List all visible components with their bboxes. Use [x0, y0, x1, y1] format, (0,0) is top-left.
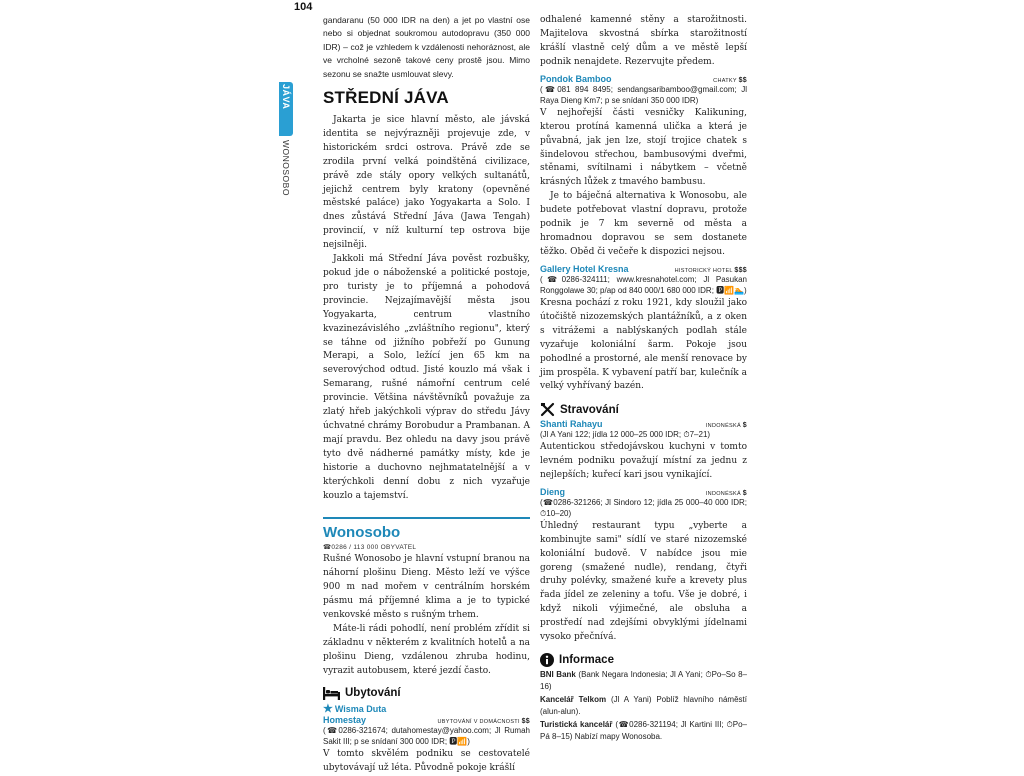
fork-knife-icon: [540, 402, 555, 417]
listing-name: Gallery Hotel Kresna: [540, 263, 629, 274]
info-telkom: [540, 694, 747, 717]
intro-paragraph: gandaranu (50 000 IDR na den) a jet po vlastní ose nebo si objednat soukromou autodopravu (350 000 IDR) – což je vzhledem k vzdálenosti nehoráznost, ale ve vrcholné sezoně takové ceny prostě jsou. Mimo sezonu se snažte usmlouvat slevy.: [323, 15, 530, 79]
listing-description: V tomto skvělém podniku se cestovatelé ubytovávají už léta. Původně pokoje krášlí: [323, 748, 530, 773]
info-tourist-name: Turistická kancelář: [540, 720, 613, 730]
listing-type: CHATKY $$: [713, 76, 747, 84]
listing-header: [540, 419, 747, 429]
listing-wisma-duta: [323, 702, 530, 776]
listing-pondok-bamboo: [540, 74, 747, 260]
price-level: $: [742, 422, 747, 430]
listing-header: [540, 487, 747, 497]
city-population: ☎0286 / 113 000 OBYVATEL: [323, 544, 417, 552]
listing-details: (☎0286-321266; Jl Sindoro 12; jídla 25 000–40 000 IDR; ⏱10–20): [540, 497, 747, 519]
listing-details: (☎0286-324111; www.kresnahotel.com; Jl Pasukan Ronggolawe 30; p/ap od 840 000/1 680 000 IDR; 🅿📶🏊): [540, 274, 747, 296]
listing-header: [540, 264, 747, 274]
city-heading: Wonosobo: [323, 517, 530, 541]
section-stravovani-label: Stravování: [560, 403, 619, 416]
listing-header: [540, 74, 747, 84]
listing-type: INDONÉSKÁ $: [705, 489, 747, 497]
listing-name-text: Wisma Duta: [334, 703, 387, 714]
listing-shanti-rahayu: [540, 419, 747, 482]
listing-description: Autentickou středojávskou kuchyni v tomto levném podniku považují místní za jednu z nejlepších; kuřecí kari jsou vynikající.: [540, 441, 747, 480]
price-level: $$$: [734, 266, 747, 274]
bed-icon: [323, 687, 340, 700]
info-tourist-office: [540, 719, 747, 742]
price-level: $$: [521, 717, 530, 725]
listing-description: Kresna pochází z roku 1921, kdy sloužil jako útočiště nizozemských plantážníků, a z oken s vitrážemi a nablýskaných podlah stále vyzařuje koloniální šarm. Pokoje jsou pohodlné a prostorné, ale menší renovace by jim prospěla. K vybavení patří bar, kulečník a velký vyhřívaný bazén.: [540, 297, 747, 392]
region-paragraph-1: Jakarta je sice hlavní město, ale jávská identita se nejvýrazněji projevuje zde, v historickém srdci ostrova. Právě zde se zrodila první velká poindštěná civilizace, právě zde stály opory velkých sultanátů, jejichž centrem byly kratony (opevněné městské paláce) jako Yogyakarta a Solo. I dnes zůstává Střední Jáva (Jawa Tengah) provincií, v níž kulturní tep ostrova bije nejsilněji.: [323, 115, 530, 251]
info-telkom-name: Kancelář Telkom: [540, 695, 607, 705]
region-paragraph-2: Jakkoli má Střední Jáva pověst rozbušky, pokud jde o náboženské a politické postoje, pro turisty je to příjemná a pohodová provincie. Nejzajímavější města jsou Yogyakarta, centrum vlastního kvazinezávislého „zvláštního regionu", který se táhne od jižního pobřeží po Gunung Merapi, a Solo, ležící jen 65 km na severovýchod odtud. Jisté kouzlo má však i Semarang, rušné námořní centrum celé provincie. Většina návštěvníků považuje za zlatý hřeb jakýchkoli výprav do středu Jávy úchvatné chrámy Borobudur a Prambanan. A mají pravdu. Bez ohledu na davy jsou právě tyto dvě nádherné památky místy, kde je historie a duchovno nejhmatatelnější a v kterýchkoli denní dobu z nich vyzařuje kouzlo a tajemství.: [323, 254, 530, 501]
listing-name: Shanti Rahayu: [540, 419, 603, 430]
info-tourist-text: (☎0286-321194; Jl Kartini III; ⏱Po–Pá 8–15) Nabízí mapy Wonosoba.: [540, 720, 747, 741]
listing-description: V nejhořejší části vesničky Kalikuning, kterou protíná kamenná ulička a která je půvabná, jak jen lze, stojí trojice chatek s šindelovou střechou, bambusovými dveřmi, stěnami, svítilnami i nábytkem – včetně krásných lůžek z tmavého bambusu.: [540, 107, 747, 188]
section-ubytovani-label: Ubytování: [345, 687, 401, 700]
listing-type: UBYTOVÁNÍ V DOMÁCNOSTI $$: [437, 717, 530, 725]
price-level: $$: [738, 76, 747, 84]
region-heading: STŘEDNÍ JÁVA: [323, 88, 449, 108]
info-bni: [540, 669, 747, 692]
listing-type: HISTORICKÝ HOTEL $$$: [674, 266, 747, 274]
listing-details: (☎081 894 8495; sendangsaribamboo@gmail.com; Jl Raya Dieng Km7; p se snídaní 350 000 IDR): [540, 84, 747, 106]
listing-gallery-hotel-kresna: [540, 264, 747, 395]
listing-name-line2: Homestay: [323, 714, 367, 725]
listing-details: (Jl A Yani 122; jídla 12 000–25 000 IDR; ⏱7–21): [540, 430, 711, 440]
listing-description-2: Je to báječná alternativa k Wonosobu, ale budete potřebovat vlastní dopravu, protože podnik je 7 km severně od města a hromadnou dopravou se sem dostanete těžko. Oběd či večeře k dispozici nejsou.: [540, 191, 747, 257]
left-column: [323, 14, 530, 776]
city-paragraph-1: Rušné Wonosobo je hlavní vstupní branou na náhorní plošinu Dieng. Město leží ve výšce 900 m nad mořem v centrálním horském pásmu má příjemné klima a je to typické venkovské město s rušným trhem.: [323, 554, 530, 621]
city-paragraph-2: Máte-li rádi pohodlí, není problém zřídit si základnu v některém z kvalitních hotelů a na plošinu Dieng, vzdálenou zhruba hodinu, vyrazit autobusem, které jezdí často.: [323, 623, 530, 676]
listing-name: Dieng: [540, 486, 566, 497]
listing-name: Pondok Bamboo: [540, 73, 612, 84]
page-number: 104: [294, 1, 313, 13]
listing-type: INDONÉSKÁ $: [705, 422, 747, 430]
section-ubytovani: [323, 687, 530, 700]
star-icon: ★: [323, 702, 333, 715]
info-bni-text: (Bank Negara Indonesia; Jl A Yani; ⏱Po–So 8–16): [540, 669, 748, 691]
section-informace: [540, 653, 747, 667]
listing-description: Úhledný restaurant typu „vyberte a kombinujte sami" sídlí ve staré nizozemské koloniální budově. V nabídce jsou mie goreng (smažené nudle), rendang, čtyři druhy polévky, smažené kuře a krevety plus řada jídel ze zeleniny a tofu. Vše je dobré, i když nikoli výjimečné, ale obsluha a prostředí nad zdejšími obvyklými jídelnami vysoko přečnívá.: [540, 520, 747, 643]
info-telkom-text: (Jl A Yani) Poblíž hlavního náměstí (alun-alun).: [540, 695, 747, 716]
section-informace-label: Informace: [559, 653, 614, 666]
right-column: [540, 14, 747, 743]
listing-header: [323, 715, 530, 725]
chapter-tab-label: JÁVA: [281, 84, 291, 110]
section-stravovani: [540, 402, 747, 417]
listing-details: (☎0286-321674; dutahomestay@yahoo.com; Jl Rumah Sakit III; p se snídaní 300 000 IDR; 🅿📶): [323, 725, 530, 747]
chapter-tab-sublabel: WONOSOBO: [281, 140, 291, 196]
price-level: $: [742, 489, 747, 497]
listing-name: [323, 702, 530, 715]
listing-dieng: [540, 487, 747, 645]
info-bni-name: BNI Bank: [540, 669, 576, 679]
info-icon: [540, 653, 554, 667]
book-page: [278, 0, 750, 773]
continued-paragraph: odhalené kamenné stěny a starožitnosti. Majitelova skvostná sbírka starožitností krášlí vlastně celý dům a ve městě lepší podnik nenajdete. Rezervujte předem.: [540, 15, 747, 67]
